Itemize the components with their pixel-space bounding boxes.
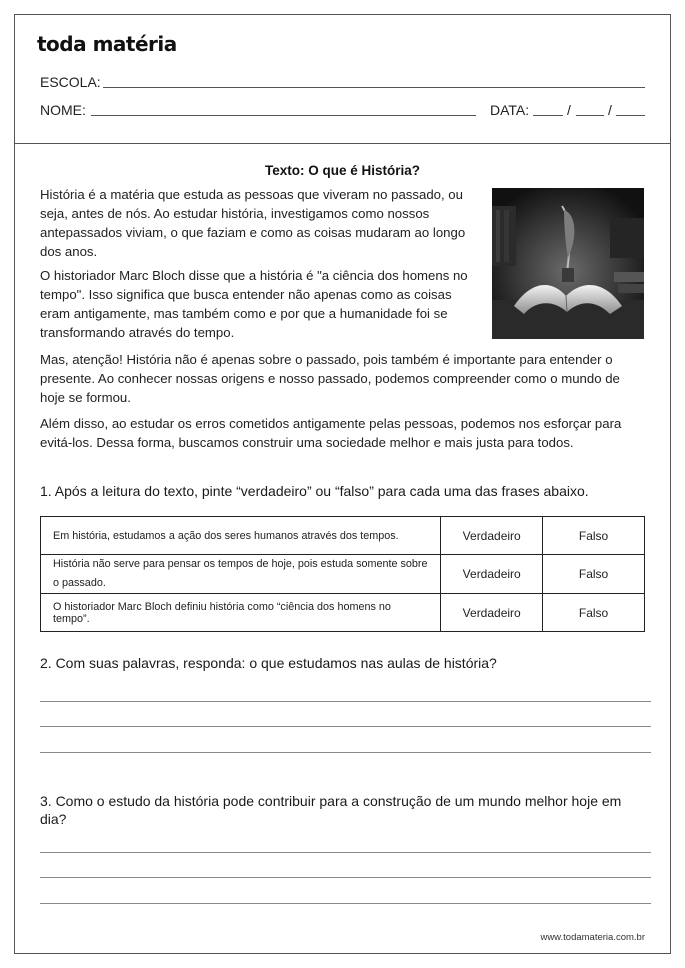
- date-month-field[interactable]: [576, 115, 604, 116]
- answer-line[interactable]: [40, 852, 651, 853]
- false-option[interactable]: Falso: [543, 555, 645, 594]
- true-option[interactable]: Verdadeiro: [441, 594, 543, 632]
- header-divider: [14, 143, 671, 144]
- name-label: NOME:: [40, 102, 86, 118]
- open-book-with-quill-photo: [492, 188, 644, 339]
- school-field[interactable]: [103, 87, 645, 88]
- footer-url: www.todamateria.com.br: [540, 932, 645, 943]
- date-year-field[interactable]: [616, 115, 645, 116]
- true-option[interactable]: Verdadeiro: [441, 555, 543, 594]
- text-title: Texto: O que é História?: [264, 163, 421, 178]
- answer-line[interactable]: [40, 752, 651, 753]
- answer-line[interactable]: [40, 726, 651, 727]
- table-row: [41, 594, 645, 632]
- answer-line[interactable]: [40, 903, 651, 904]
- paragraph-4: Além disso, ao estudar os erros cometidos antigamente pelas pessoas, podemos nos esforçar para evitá-los. Dessa forma, buscamos construir uma sociedade melhor e mais justa para todos.: [40, 416, 622, 450]
- table-row: [41, 555, 645, 594]
- paragraph-3: Mas, atenção! História não é apenas sobre o passado, pois também é importante para entender o presente. Ao conhecer nossas origens e nosso passado, podemos compreender como o mundo de hoje se formou.: [40, 352, 620, 405]
- date-day-field[interactable]: [533, 115, 563, 116]
- answer-line[interactable]: [40, 701, 651, 702]
- brand-logo: toda matéria: [37, 32, 177, 56]
- date-label: DATA:: [490, 102, 530, 118]
- school-label: ESCOLA:: [40, 74, 101, 90]
- true-option[interactable]: Verdadeiro: [441, 517, 543, 555]
- paragraph-1: História é a matéria que estuda as pessoas que viveram no passado, ou seja, antes de nós. Ao estudar história, investigamos como nossos antepassados viviam, o que faziam e como as coisas mudaram ao longo dos anos.: [40, 187, 466, 259]
- true-false-table: [40, 516, 645, 632]
- statement-cell: História não serve para pensar os tempos de hoje, pois estuda somente sobre o passado.: [41, 555, 441, 594]
- question-2: 2. Com suas palavras, responda: o que estudamos nas aulas de história?: [40, 655, 497, 671]
- false-option[interactable]: Falso: [543, 594, 645, 632]
- date-separator: /: [567, 102, 571, 118]
- date-separator: /: [608, 102, 612, 118]
- statement-cell: O historiador Marc Bloch definiu história como “ciência dos homens no tempo”.: [41, 594, 441, 632]
- false-option[interactable]: Falso: [543, 517, 645, 555]
- paragraph-2: O historiador Marc Bloch disse que a história é "a ciência dos homens no tempo". Isso significa que busca entender não apenas como as coisas eram antigamente, mas também como e por que a humanidade foi se transformando através do tempo.: [40, 268, 468, 340]
- answer-line[interactable]: [40, 877, 651, 878]
- statement-cell: Em história, estudamos a ação dos seres humanos através dos tempos.: [41, 517, 441, 555]
- question-3: 3. Como o estudo da história pode contribuir para a construção de um mundo melhor hoje em dia?: [40, 793, 622, 827]
- name-field[interactable]: [91, 115, 476, 116]
- question-1: 1. Após a leitura do texto, pinte “verdadeiro” ou “falso” para cada uma das frases abaixo.: [40, 483, 589, 499]
- table-row: [41, 517, 645, 555]
